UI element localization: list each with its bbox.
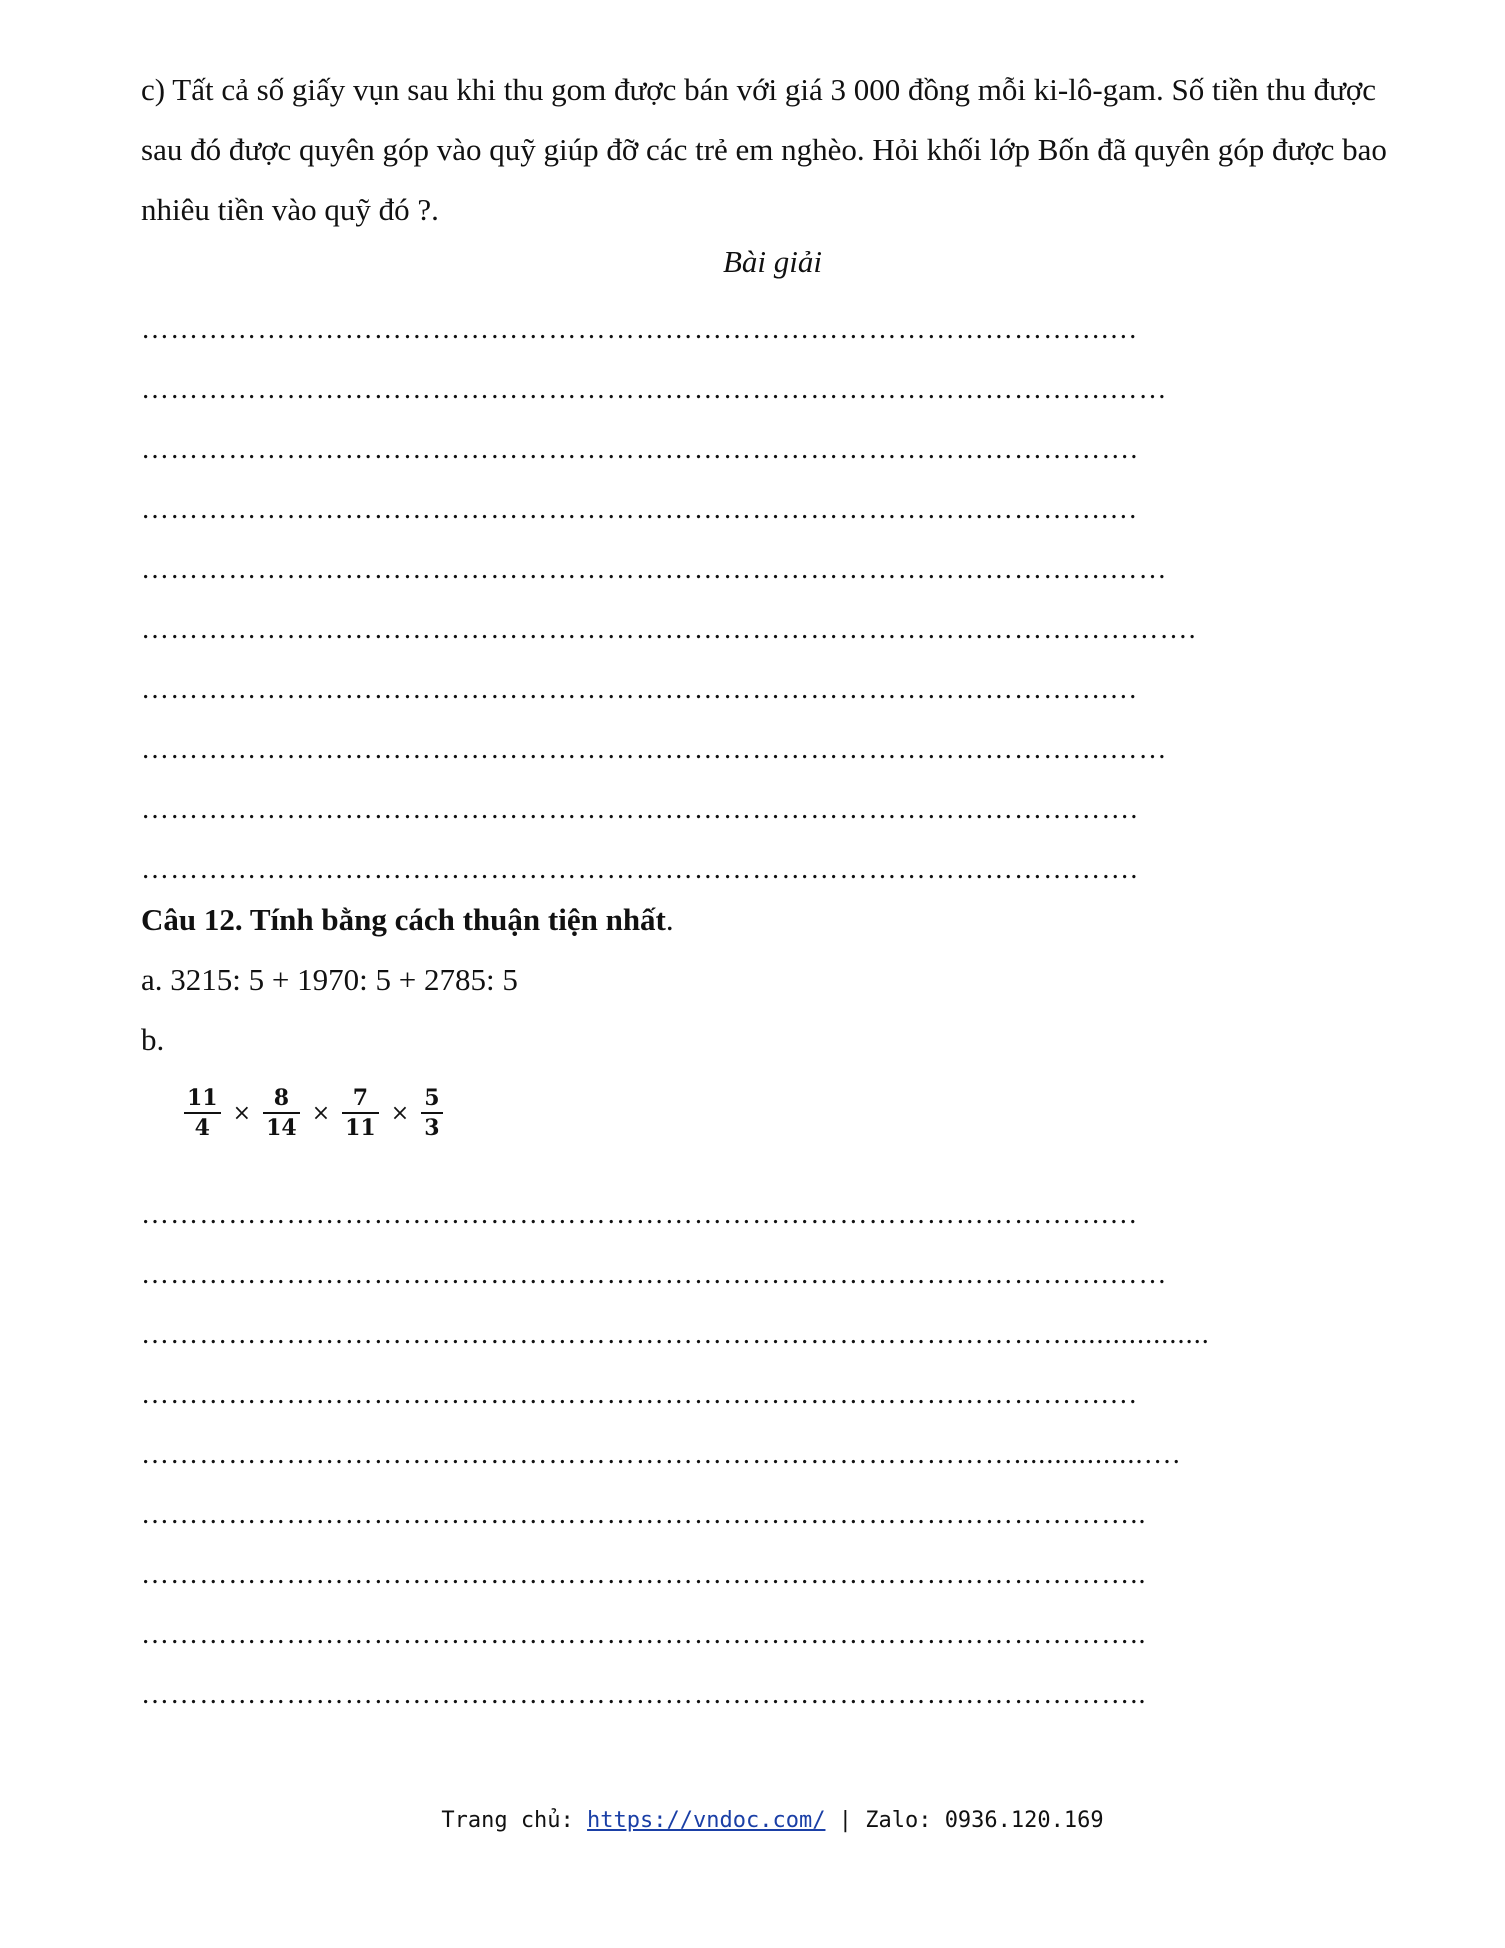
answer-line: ………………………………………………………………………………................….	[141, 1440, 1181, 1470]
fraction-denominator: 11	[345, 1115, 376, 1141]
question-12-label: Câu 12	[141, 902, 235, 937]
answer-line: ……………………………………………………………………………………….…	[141, 1380, 1139, 1410]
fraction-denominator: 4	[194, 1115, 210, 1141]
answer-line: …………………………………………………………………………………….................	[141, 1320, 1210, 1350]
answer-line: ……………………………………………………………………………………….…	[141, 495, 1139, 525]
answer-line: ……………………………………………………………………………………….……	[141, 1260, 1168, 1290]
answer-line: ……………………………………………………………………………………….…	[141, 315, 1139, 345]
answer-line: ……………………………………………………………………………………….……	[141, 735, 1168, 765]
fraction-denominator: 14	[266, 1115, 297, 1141]
answer-line: ……………………………………………………………………………………….……	[141, 375, 1168, 405]
times-operator: ×	[311, 1100, 331, 1126]
fraction-denominator: 3	[424, 1115, 440, 1141]
answer-line: ……………………………………………………………………………………………….	[141, 615, 1197, 645]
answer-line: ………………………………………………………………………………………….	[141, 855, 1139, 885]
part-b-label: b.	[141, 1022, 165, 1057]
answer-line: ……………………………………………………………………………………….…	[141, 675, 1139, 705]
question-c-text: c) Tất cả số giấy vụn sau khi thu gom được bán với giá 3 000 đồng mỗi ki-lô-gam. Số tiền thu được sau đó được quyên góp vào quỹ giúp đỡ các trẻ em nghèo. Hỏi khối lớp Bốn đã quyên góp được bao nhiêu tiền vào quỹ đó ?.	[141, 72, 1387, 227]
fraction-numerator: 5	[424, 1085, 440, 1111]
page-footer	[0, 1806, 1505, 1836]
answer-line: ………………………………………………………………………………………….	[141, 435, 1139, 465]
question-12-title: . Tính bằng cách thuận tiện nhất	[234, 902, 666, 937]
fraction-numerator: 11	[187, 1085, 218, 1111]
answer-line: …………………………………………………………………………………………..	[141, 1680, 1147, 1710]
fraction-numerator: 8	[273, 1085, 290, 1111]
question-12-suffix: .	[665, 902, 674, 937]
fraction-expression	[180, 1084, 447, 1142]
fraction	[421, 1084, 442, 1142]
solution-title: Bài giải	[722, 244, 823, 279]
fraction	[263, 1084, 300, 1142]
answer-line: …………………………………………………………………………………………..	[141, 1560, 1147, 1590]
fraction	[184, 1084, 221, 1142]
fraction-numerator: 7	[352, 1085, 369, 1111]
times-operator: ×	[232, 1100, 252, 1126]
question-12-heading	[141, 900, 674, 940]
footer-zalo: Zalo: 0936.120.169	[865, 1808, 1104, 1833]
times-operator: ×	[390, 1100, 410, 1126]
footer-home-label: Trang chủ:	[441, 1808, 588, 1833]
answer-line: …………………………………………………………………………………………..	[141, 1620, 1147, 1650]
answer-line: ………………………………………………………………………………………….	[141, 795, 1139, 825]
answer-line: ……………………………………………………………………………………….……	[141, 555, 1168, 585]
footer-separator: |	[825, 1808, 866, 1833]
part-a: a. 3215: 5 + 1970: 5 + 2785: 5	[141, 962, 518, 997]
footer-home-link[interactable]: https://vndoc.com/	[587, 1808, 826, 1833]
answer-line: ……………………………………………………………………………………….…	[141, 1200, 1139, 1230]
fraction	[342, 1084, 379, 1142]
answer-line: …………………………………………………………………………………………..	[141, 1500, 1147, 1530]
